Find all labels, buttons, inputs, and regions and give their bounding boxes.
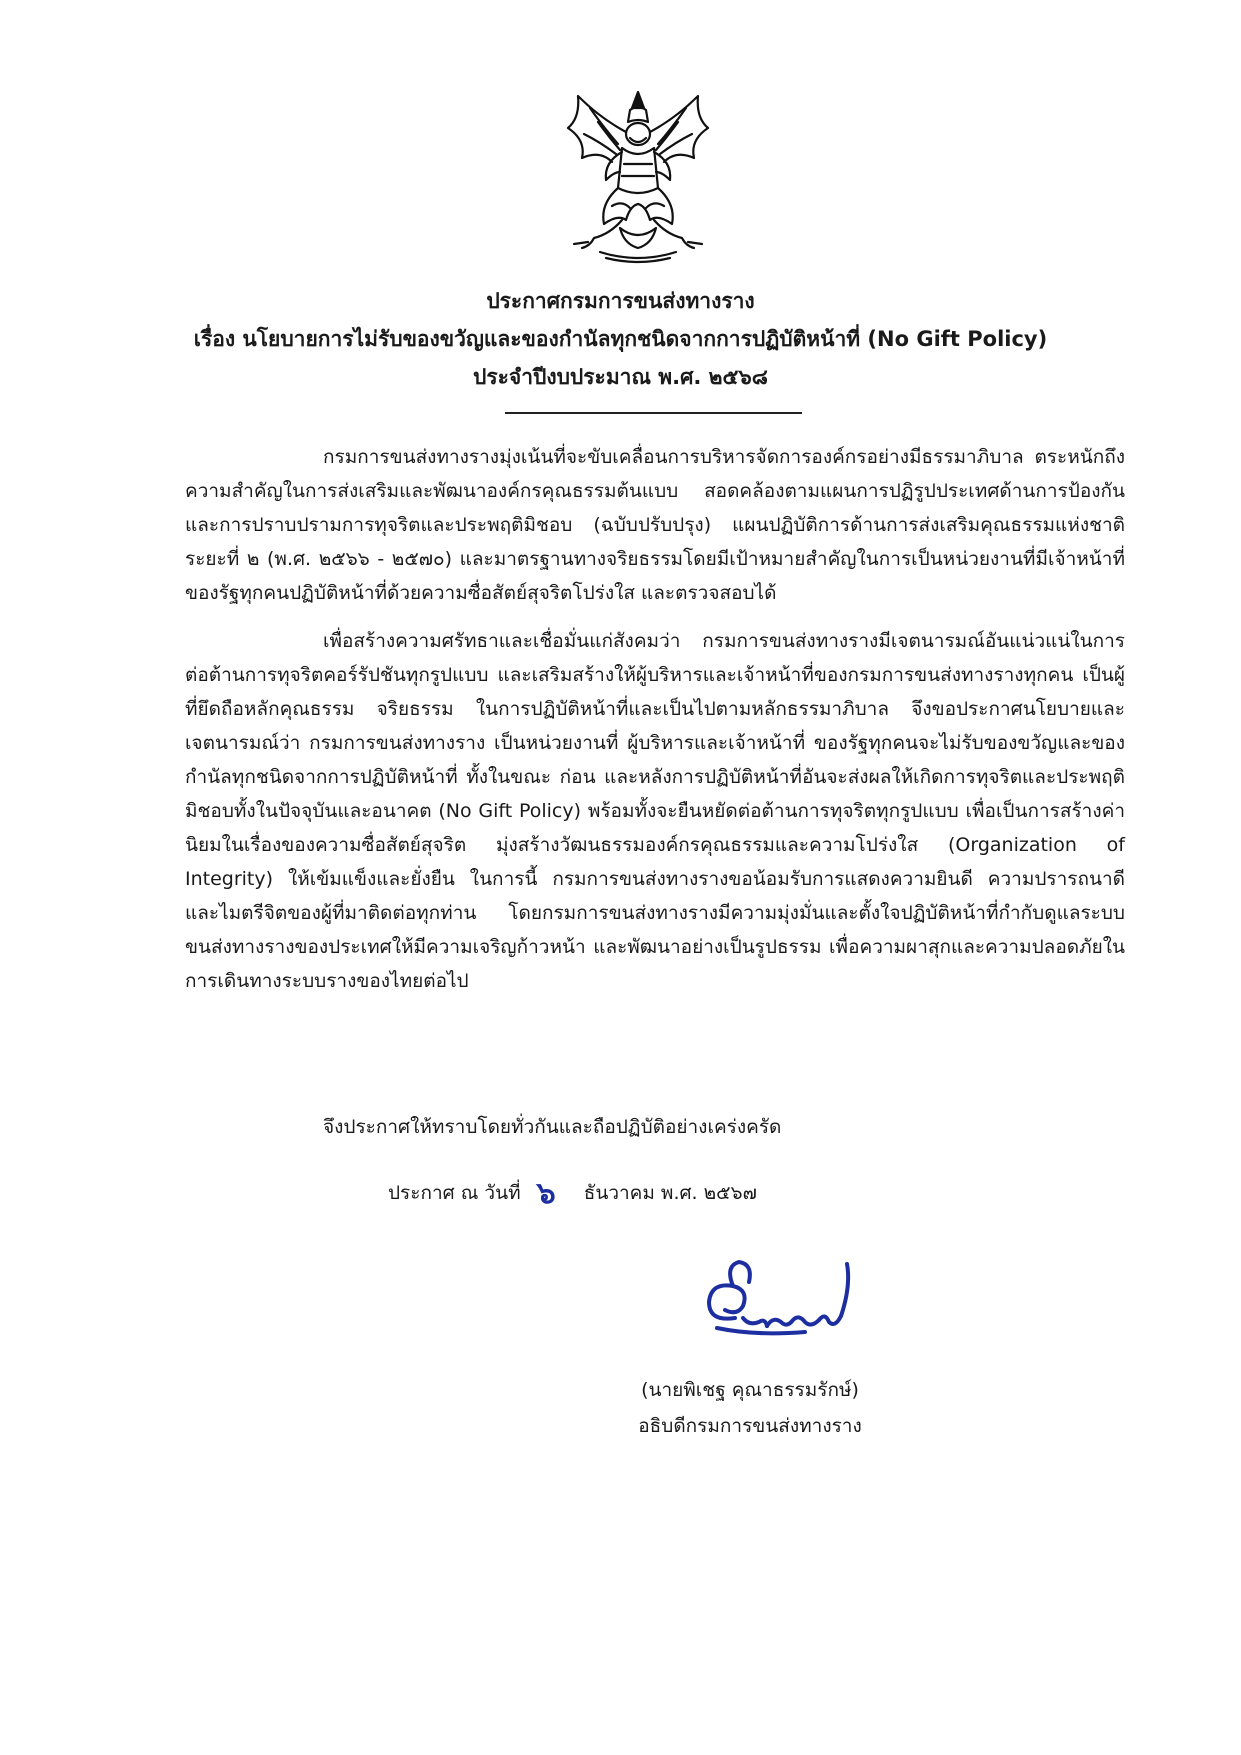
handwritten-signature — [695, 1256, 860, 1360]
header-line-3: ประจำปีงบประมาณ พ.ศ. ๒๕๖๘ — [473, 365, 768, 389]
paragraph-1: กรมการขนส่งทางรางมุ่งเน้นที่จะขับเคลื่อนการบริหารจัดการองค์กรอย่างมีธรรมาภิบาล ตระหนักถึงความสำคัญในการส่งเสริมและพัฒนาองค์กรคุณธรรมต้นแบบ สอดคล้องตามแผนการปฏิรูปประเทศด้านการป้องกันและการปราบปรามการทุจริตและประพฤติมิชอบ (ฉบับปรับปรุง) แผนปฏิบัติการด้านการส่งเสริมคุณธรรมแห่งชาติ ระยะที่ ๒ (พ.ศ. ๒๕๖๖ - ๒๕๗๐) และมาตรฐานทางจริยธรรมโดยมีเป้าหมายสำคัญในการเป็นหน่วยงานที่มีเจ้าหน้าที่ของรัฐทุกคนปฏิบัติหน้าที่ด้วยความซื่อสัตย์สุจริตโปร่งใส และตรวจสอบได้ — [185, 446, 1125, 604]
announcement-header — [120, 282, 1121, 396]
title-divider — [505, 412, 802, 414]
signatory-title: อธิบดีกรมการขนส่งทางราง — [638, 1415, 862, 1437]
header-line-1: ประกาศกรมการขนส่งทางราง — [486, 289, 755, 313]
signatory-name: (นายพิเชฐ คุณาธรรมรักษ์) — [641, 1379, 859, 1401]
garuda-emblem-icon — [560, 88, 716, 266]
signatory-block — [560, 1372, 940, 1444]
date-month-year: ธันวาคม พ.ศ. ๒๕๖๗ — [583, 1182, 757, 1204]
header-line-2: เรื่อง นโยบายการไม่รับของขวัญและของกำนัลทุกชนิดจากการปฏิบัติหน้าที่ (No Gift Policy) — [193, 327, 1048, 351]
announcement-date — [388, 1176, 757, 1211]
date-prefix: ประกาศ ณ วันที่ — [388, 1182, 521, 1204]
announcement-body — [185, 440, 1125, 1012]
closing-line: จึงประกาศให้ทราบโดยทั่วกันและถือปฏิบัติอย่างเคร่งครัด — [323, 1116, 782, 1138]
paragraph-2: เพื่อสร้างความศรัทธาและเชื่อมั่นแก่สังคมว่า กรมการขนส่งทางรางมีเจตนารมณ์อันแน่วแน่ในการต่อต้านการทุจริตคอร์รัปชันทุกรูปแบบ และเสริมสร้างให้ผู้บริหารและเจ้าหน้าที่ของกรมการขนส่งทางรางทุกคน เป็นผู้ที่ยึดถือหลักคุณธรรม จริยธรรม ในการปฏิบัติหน้าที่และเป็นไปตามหลักธรรมาภิบาล จึงขอประกาศนโยบายและเจตนารมณ์ว่า กรมการขนส่งทางราง เป็นหน่วยงานที่ ผู้บริหารและเจ้าหน้าที่ ของรัฐทุกคนจะไม่รับของขวัญและของกำนัลทุกชนิดจากการปฏิบัติหน้าที่ ทั้งในขณะ ก่อน และหลังการปฏิบัติหน้าที่อันจะส่งผลให้เกิดการทุจริตและประพฤติมิชอบทั้งในปัจจุบันและอนาคต (No Gift Policy) พร้อมทั้งจะยืนหยัดต่อต้านการทุจริตทุกรูปแบบ เพื่อเป็นการสร้างค่านิยมในเรื่องของความซื่อสัตย์สุจริต มุ่งสร้างวัฒนธรรมองค์กรคุณธรรมและความโปร่งใส (Organization of Integrity) ให้เข้มแข็งและยั่งยืน ในการนี้ กรมการขนส่งทางรางขอน้อมรับการแสดงความยินดี ความปรารถนาดี และไมตรีจิตของผู้ที่มาติดต่อทุกท่าน โดยกรมการขนส่งทางรางมีความมุ่งมั่นและตั้งใจปฏิบัติหน้าที่กำกับดูแลระบบขนส่งทางรางของประเทศให้มีความเจริญก้าวหน้า และพัฒนาอย่างเป็นรูปธรรม เพื่อความผาสุกและความปลอดภัยในการเดินทางระบบรางของไทยต่อไป — [185, 630, 1125, 992]
date-day: ๖ — [536, 1176, 556, 1211]
